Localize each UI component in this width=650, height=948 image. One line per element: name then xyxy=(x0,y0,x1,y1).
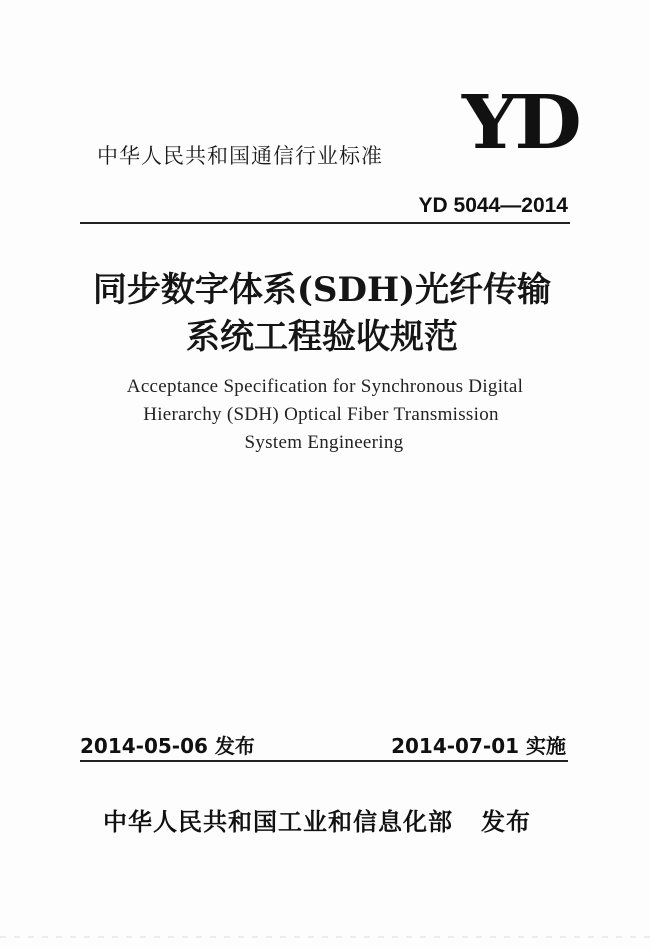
publisher-name: 中华人民共和国工业和信息化部 xyxy=(103,808,453,836)
yd-logo: YD xyxy=(462,80,579,166)
implementation-date: 2014-07-01 实施 xyxy=(391,734,566,758)
scan-edge-artifact xyxy=(0,936,650,938)
footer-divider xyxy=(80,760,568,762)
title-zh-line-1: 同步数字体系(SDH)光纤传输 xyxy=(92,270,552,310)
standard-number: YD 5044—2014 xyxy=(418,194,568,217)
title-zh-line-2: 系统工程验收规范 xyxy=(186,317,458,357)
header-divider xyxy=(80,222,570,224)
issue-date: 2014-05-06 发布 xyxy=(80,734,255,758)
title-en-line-2: Hierarchy (SDH) Optical Fiber Transmission xyxy=(143,404,499,425)
title-en-line-3: System Engineering xyxy=(244,432,404,453)
publisher-action: 发布 xyxy=(481,808,531,836)
title-en-line-1: Acceptance Specification for Synchronous Digital xyxy=(126,376,524,397)
publisher-line xyxy=(103,802,531,837)
industry-standard-label: 中华人民共和国通信行业标准 xyxy=(97,144,383,168)
